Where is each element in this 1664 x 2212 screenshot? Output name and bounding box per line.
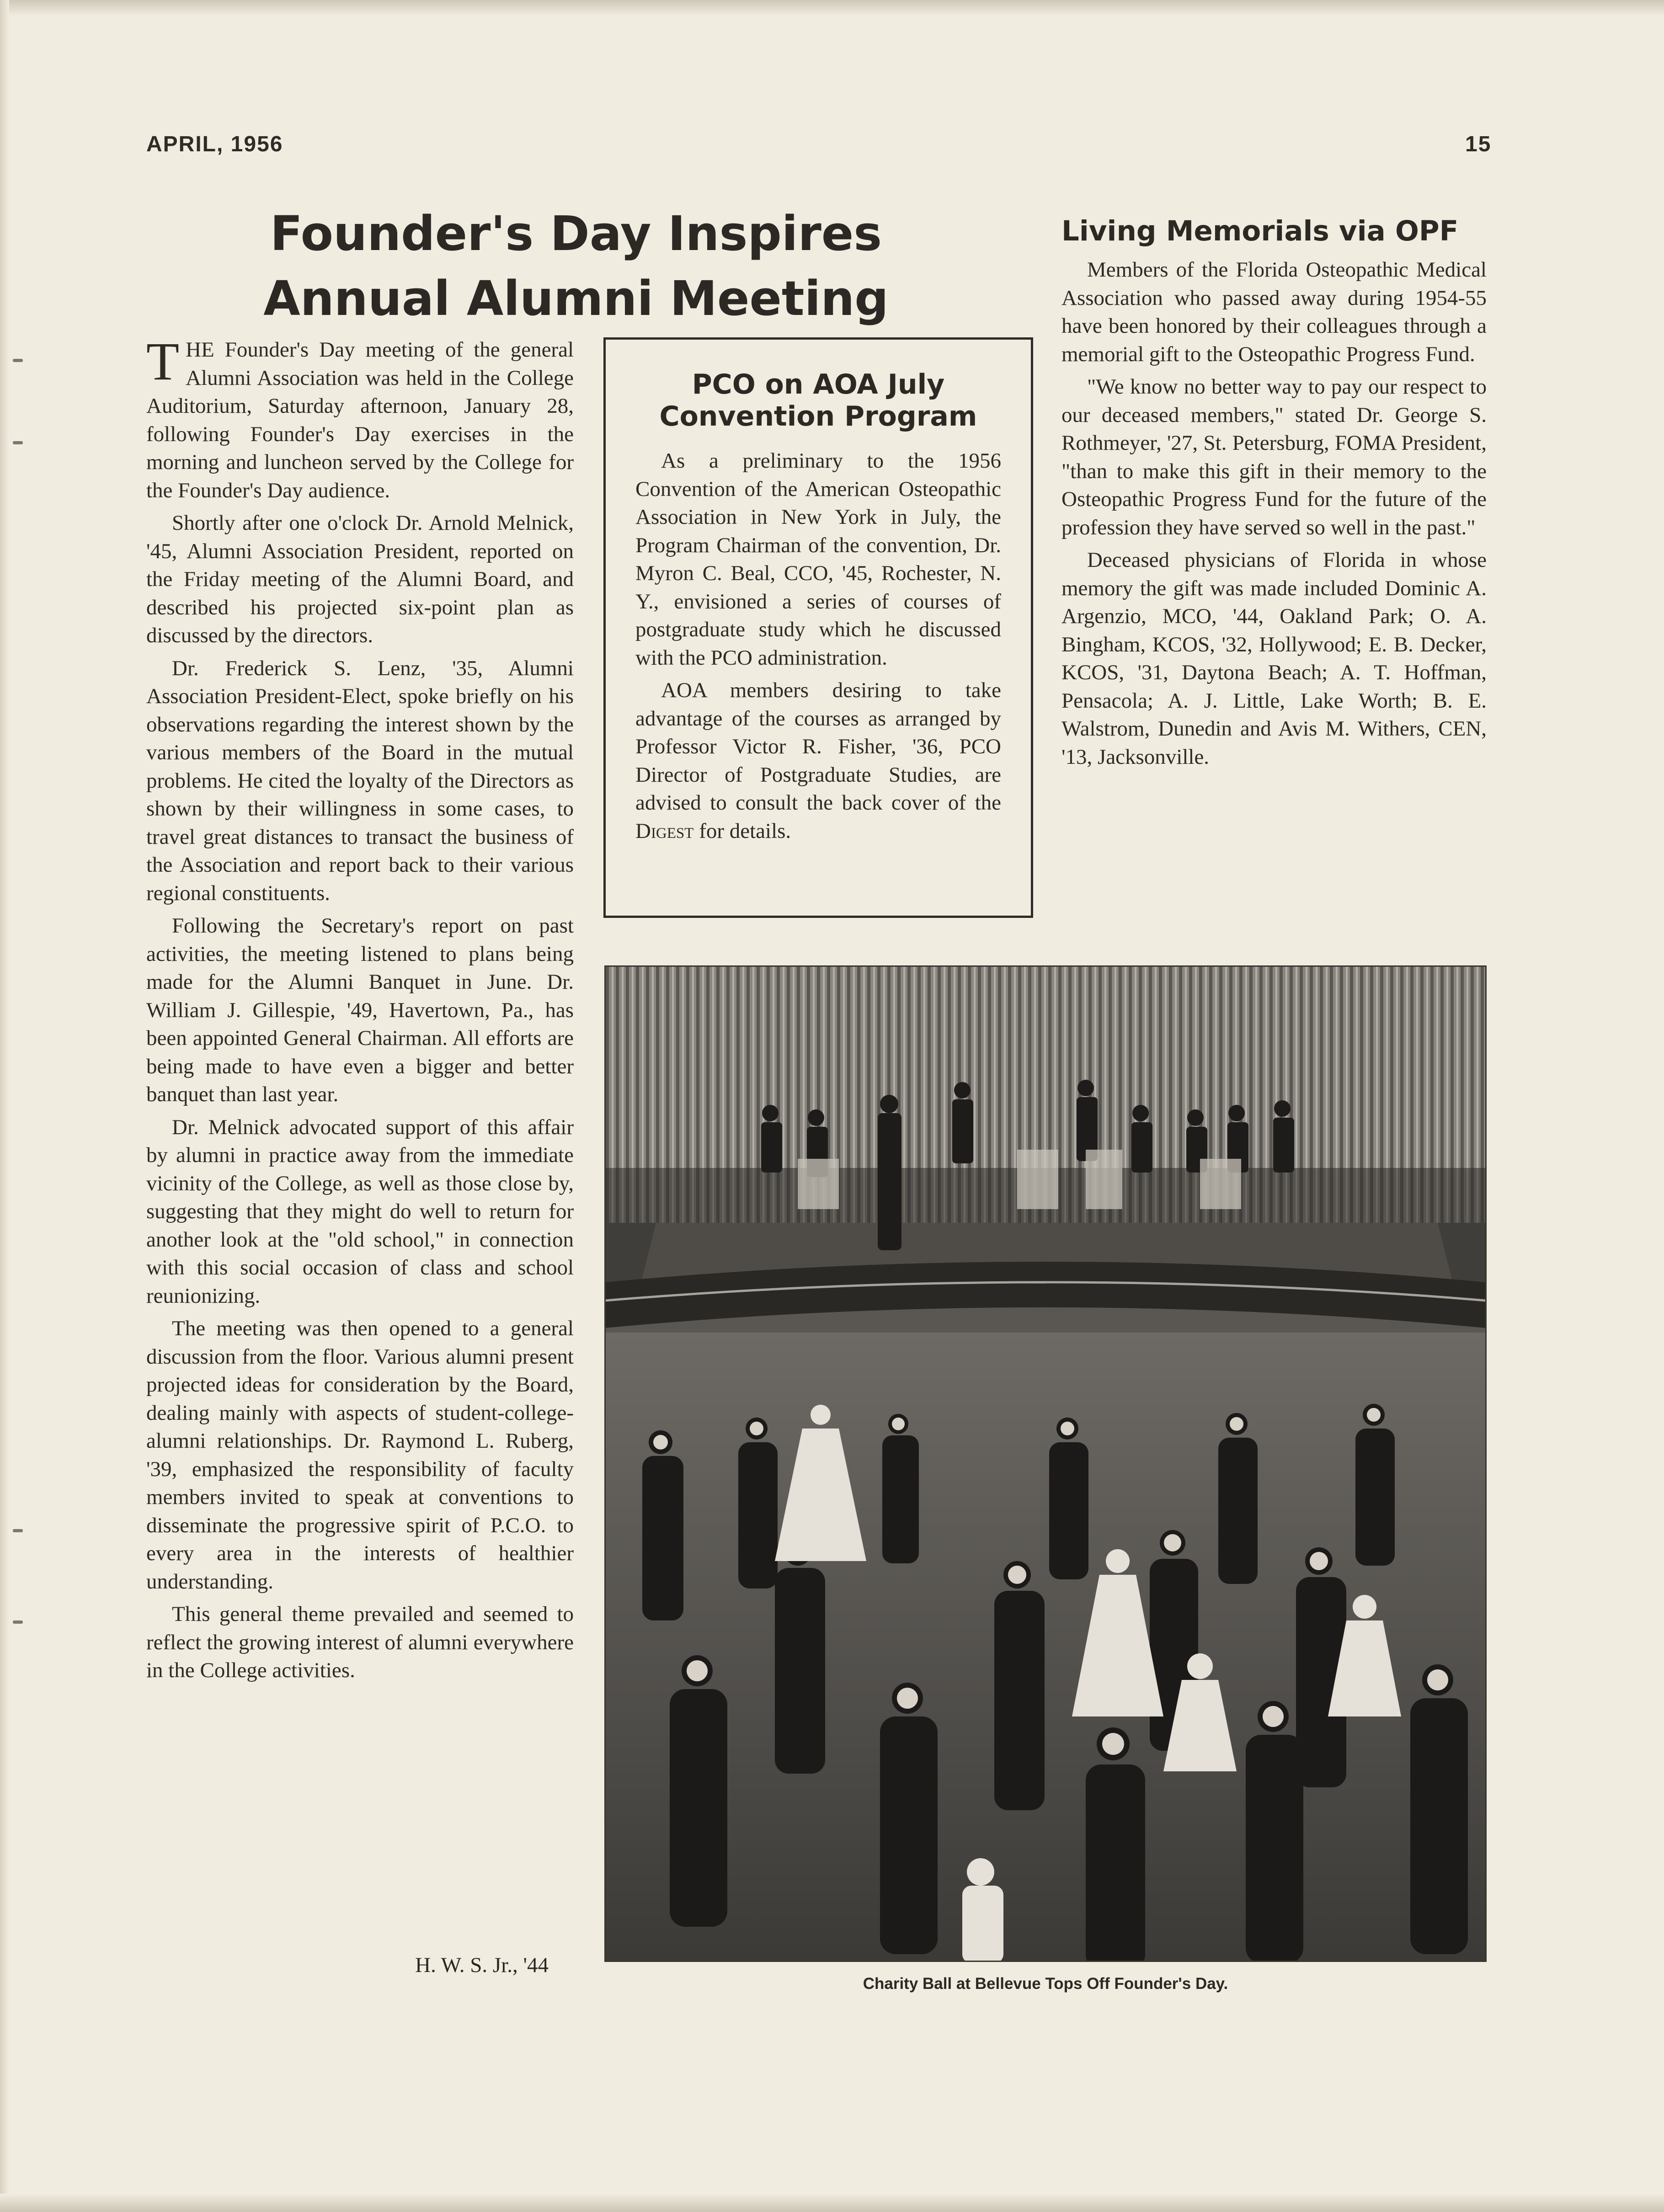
scan-edge-top: [0, 0, 1664, 16]
paragraph: Dr. Frederick S. Lenz, '35, Alumni Association President-Elect, spoke briefly on his observations regarding the interest shown by the various members of the Board in the mutual problems. He cited the loyalty of the Directors as shown by their willingness in some cases, to travel great distances to transact the business of the Association and report back to their various regional constituents.: [146, 656, 574, 905]
box-article-title: [603, 368, 1033, 432]
binding-mark: [13, 1529, 23, 1532]
side-article-body: [1061, 256, 1487, 776]
binding-mark: [13, 359, 23, 362]
binding-mark: [13, 1620, 23, 1624]
charity-ball-photo: [604, 965, 1487, 1962]
paragraph: "We know no better way to pay our respect to our deceased members," stated Dr. George S. Rothmeyer, '27, St. Petersburg, FOMA President, "than to make this gift in their memory to the Osteopathic Progress Fund for the future of the profession they have served so well in the past.": [1061, 375, 1487, 539]
paragraph: [635, 677, 1001, 845]
digest-name: Digest: [635, 819, 694, 843]
title-line-1: Founder's Day Inspires: [270, 206, 882, 261]
running-head-date: APRIL, 1956: [146, 132, 283, 156]
photo-illustration: [606, 967, 1485, 1961]
paragraph: Following the Secretary's report on past activities, the meeting listened to plans being made for the Alumni Banquet in June. Dr. William J. Gillespie, '49, Havertown, Pa., has been appointed General Chairman. All efforts are being made to have even a bigger and better banquet than last year.: [146, 914, 574, 1106]
paragraph-text: HE Founder's Day meeting of the general Alumni Association was held in the College Auditorium, Saturday afternoon, January 28, following Founder's Day exercises in the morning and luncheon served by the College for the Founder's Day audience.: [146, 338, 574, 502]
paragraph: Dr. Melnick advocated support of this affair by alumni in practice away from the immediate vicinity of the College, as well as those close by, suggesting that they might do well to return for another look at the "old school," in connection with this social occasion of class and school reunionizing.: [146, 1115, 574, 1308]
paragraph: As a preliminary to the 1956 Convention of the American Osteopathic Association in New York in July, the Program Chairman of the convention, Dr. Myron C. Beal, CCO, '45, Rochester, N. Y., envisioned a series of courses of postgraduate study which he discussed with the PCO administration.: [635, 449, 1001, 670]
title-line-2: Annual Alumni Meeting: [263, 271, 889, 326]
box-title-line-2: Convention Program: [659, 400, 977, 432]
paragraph: [146, 331, 574, 505]
paragraph-text: for details.: [693, 819, 791, 843]
side-article-title: Living Memorials via OPF: [1061, 215, 1459, 247]
binding-mark: [13, 441, 23, 444]
box-title-line-1: PCO on AOA July: [692, 368, 945, 400]
page-number: 15: [1465, 132, 1492, 156]
drop-cap: T: [146, 331, 180, 391]
paragraph: Deceased physicians of Florida in whose memory the gift was made included Dominic A. Argenzio, MCO, '44, Oakland Park; O. A. Bingham, KCOS, '32, Hollywood; E. B. Decker, KCOS, '31, Daytona Beach; A. T. Hoffman, Pensacola; A. J. Little, Lake Worth; B. E. Walstrom, Dunedin and Avis M. Withers, CEN, '13, Jacksonville.: [1061, 548, 1487, 769]
paragraph-text: AOA members desiring to take advantage of the courses as arranged by Professor Victor R. Fisher, '36, PCO Director of Postgraduate Studies, are advised to consult the back cover of the: [635, 678, 1001, 815]
photo-caption: Charity Ball at Bellevue Tops Off Founder's Day.: [863, 1975, 1228, 1993]
paragraph: The meeting was then opened to a general discussion from the floor. Various alumni present projected ideas for consideration by the Board, dealing mainly with aspects of student-college-alumni relationships. Dr. Raymond L. Ruberg, '39, emphasized the responsibility of faculty members invited to speak at conventions to disseminate the progressive spirit of P.C.O. to every area in the interests of healthier understanding.: [146, 1317, 574, 1594]
box-article-body: [635, 447, 1001, 850]
main-article-title: [256, 201, 896, 331]
scan-edge-bottom: [0, 2194, 1664, 2212]
paragraph: Members of the Florida Osteopathic Medical Association who passed away during 1954-55 have been honored by their colleagues through a memorial gift to the Osteopathic Progress Fund.: [1061, 258, 1487, 366]
author-signature: H. W. S. Jr., '44: [415, 1953, 549, 1977]
scan-edge-left: [0, 0, 9, 2212]
paragraph: This general theme prevailed and seemed to reflect the growing interest of alumni everywhere in the College activities.: [146, 1602, 574, 1682]
paragraph: Shortly after one o'clock Dr. Arnold Melnick, '45, Alumni Association President, reported on the Friday meeting of the Alumni Board, and described his projected six-point plan as discussed by the directors.: [146, 511, 574, 647]
main-article-body: [146, 331, 574, 1690]
